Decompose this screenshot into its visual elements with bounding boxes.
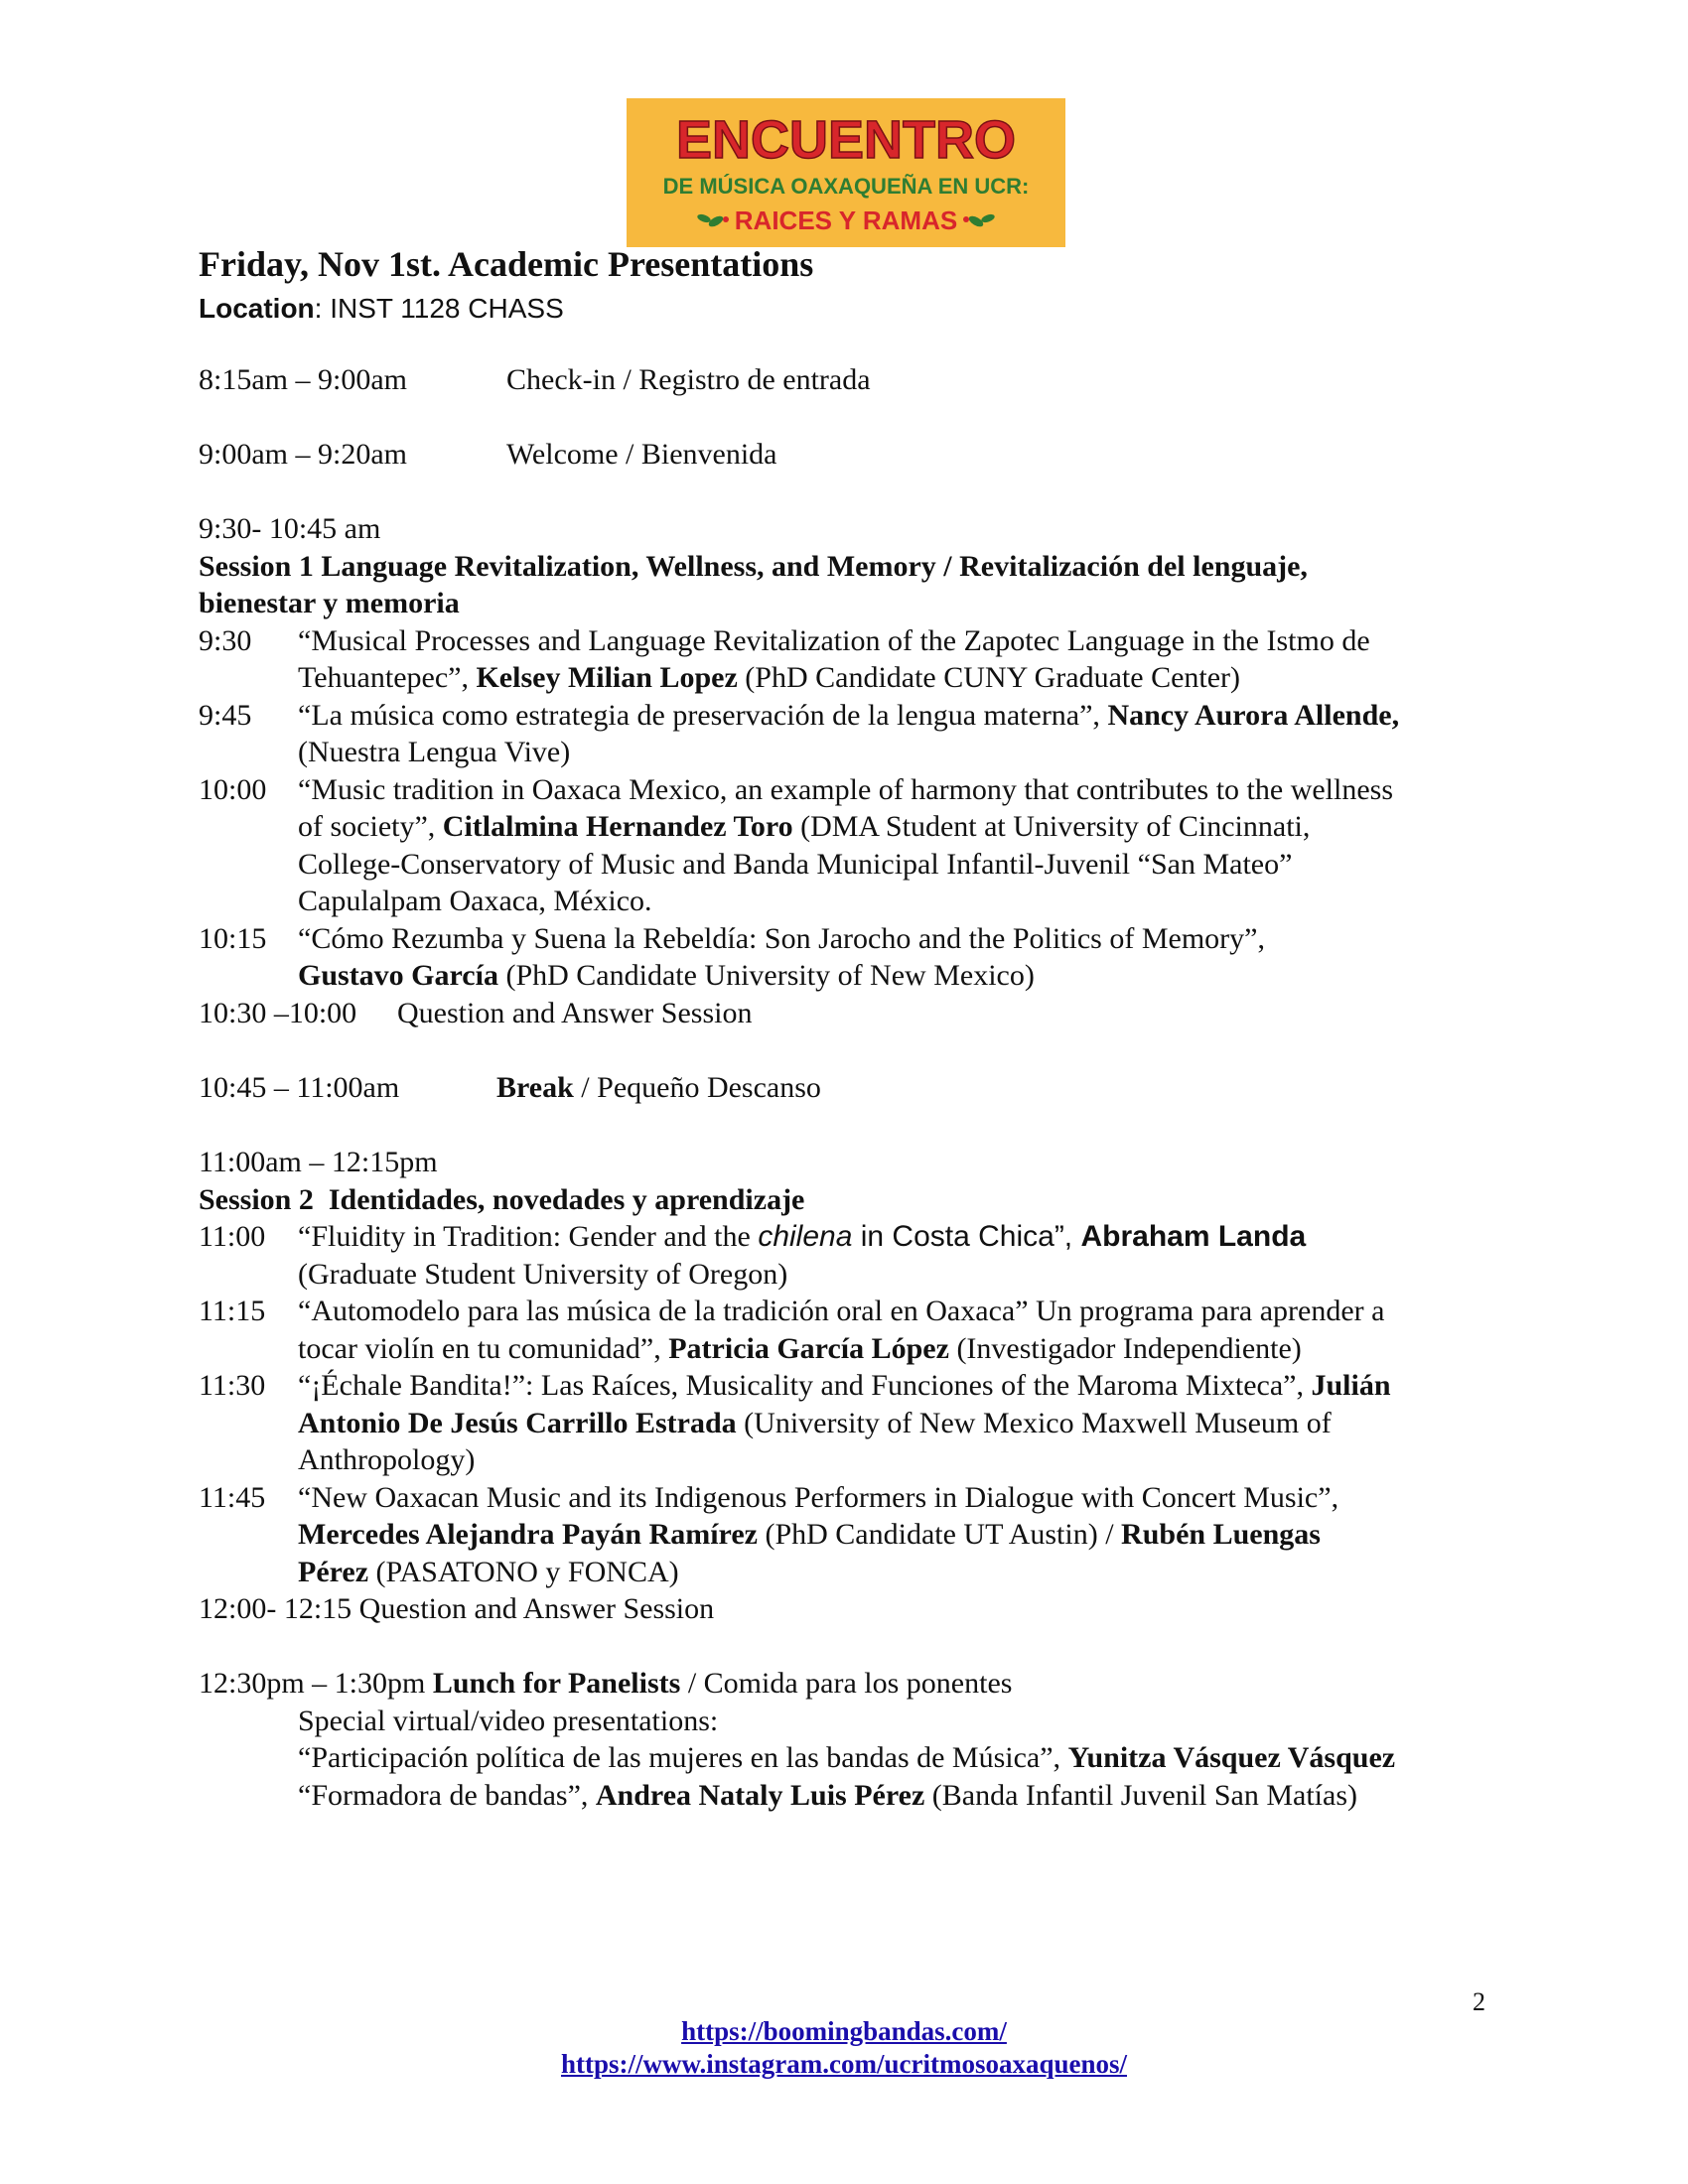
talk-speaker-2-cont: Pérez (298, 1555, 369, 1588)
special-title: “Formadora de bandas”, (298, 1778, 596, 1812)
session-time: 11:00am – 12:15pm (199, 1146, 438, 1178)
special-speaker: Andrea Nataly Luis Pérez (595, 1778, 925, 1812)
talk-affiliation: (DMA Student at University of Cincinnati, (792, 810, 1311, 843)
talk-time: 10:00 (199, 772, 267, 806)
talk-item (199, 771, 1499, 920)
schedule-desc: Check-in / Registro de entrada (506, 363, 871, 396)
session-title: Session 1 Language Revitalization, Wellness, and Memory / Revitalización del lenguaje, (199, 549, 1308, 583)
talk-affiliation: (Graduate Student University of Oregon) (298, 1257, 788, 1291)
talk-title: “Cómo Rezumba y Suena la Rebeldía: Son Jarocho and the Politics of Memory”, (298, 921, 1265, 955)
lunch-desc: / Comida para los ponentes (680, 1667, 1013, 1700)
talk-title: “Fluidity in Tradition: Gender and the (298, 1220, 759, 1253)
logo-tagline: RAICES Y RAMAS (734, 205, 958, 235)
talk-time: 11:45 (199, 1480, 266, 1514)
talk-time: 9:45 (199, 698, 252, 732)
talk-speaker-cont: Antonio De Jesús Carrillo Estrada (298, 1406, 737, 1439)
page-title: Friday, Nov 1st. Academic Presentations (199, 244, 814, 284)
talk-title: “¡Échale Bandita!”: Las Raíces, Musicality and Funciones of the Maroma Mixteca”, (298, 1369, 1312, 1402)
break-time: 10:45 – 11:00am (199, 1071, 400, 1104)
talk-item (199, 1293, 1499, 1367)
session-title: Session 2 Identidades, novedades y aprendizaje (199, 1182, 805, 1216)
break-desc: / Pequeño Descanso (573, 1071, 821, 1104)
talk-title: “Music tradition in Oaxaca Mexico, an example of harmony that contributes to the wellness (298, 772, 1394, 806)
talk-item (199, 622, 1499, 697)
talk-title: “Automodelo para las música de la tradición oral en Oaxaca” Un programa para aprender a (298, 1295, 1385, 1327)
talk-affiliation-2: (PASATONO y FONCA) (368, 1555, 679, 1588)
special-presentations-label: Special virtual/video presentations: (298, 1704, 719, 1737)
talk-affiliation: (PhD Candidate University of New Mexico) (497, 959, 1035, 992)
talk-speaker: Nancy Aurora Allende, (1107, 698, 1400, 732)
talk-title-end: of society”, (298, 810, 443, 843)
talk-time: 11:30 (199, 1369, 266, 1402)
page-number: 2 (1473, 1987, 1485, 2016)
break-label: Break (496, 1071, 574, 1104)
talk-title-end: Tehuantepec”, (298, 661, 477, 694)
session-2 (199, 1144, 1499, 1628)
talk-time: 11:15 (199, 1295, 266, 1327)
footer-links (0, 2015, 1688, 2081)
talk-affiliation: (University of New Mexico Maxwell Museum of (736, 1406, 1332, 1439)
location-value: : INST 1128 CHASS (314, 293, 564, 324)
talk-item (199, 920, 1499, 995)
logo-title: ENCUENTRO (675, 110, 1017, 170)
location-label: Location (199, 293, 315, 324)
talk-affiliation: (PhD Candidate UT Austin) / (757, 1518, 1122, 1551)
encuentro-logo (627, 98, 1065, 247)
qa-label: Question and Answer Session (397, 996, 753, 1029)
talk-speaker: Mercedes Alejandra Payán Ramírez (298, 1518, 758, 1551)
schedule-checkin (199, 361, 1499, 399)
talk-affiliation-cont: Anthropology) (298, 1443, 476, 1476)
talk-speaker: Kelsey Milian Lopez (476, 661, 738, 694)
talk-title-italic: chilena (758, 1220, 853, 1253)
schedule-time: 9:00am – 9:20am (199, 438, 407, 471)
talk-time: 10:15 (199, 921, 267, 955)
logo-subtitle: DE MÚSICA OAXAQUEÑA EN UCR: (662, 174, 1030, 199)
talk-item (199, 1479, 1499, 1591)
schedule-time: 8:15am – 9:00am (199, 363, 407, 396)
talk-affiliation-cont: Capulalpam Oaxaca, México. (298, 885, 652, 917)
lunch-block (199, 1665, 1499, 1814)
session-1 (199, 510, 1499, 1031)
talk-speaker: Citlalmina Hernandez Toro (442, 810, 793, 843)
special-title: “Participación política de las mujeres en las bandas de Música”, (298, 1741, 1068, 1774)
lunch-label: Lunch for Panelists (432, 1667, 681, 1700)
talk-affiliation-cont: College-Conservatory of Music and Banda Municipal Infantil-Juvenil “San Mateo” (298, 847, 1293, 881)
talk-affiliation: (Nuestra Lengua Vive) (298, 736, 571, 768)
special-affiliation: (Banda Infantil Juvenil San Matías) (924, 1778, 1357, 1812)
location-line (199, 290, 564, 328)
talk-item (199, 697, 1499, 771)
talk-title: “New Oaxacan Music and its Indigenous Performers in Dialogue with Concert Music”, (298, 1480, 1339, 1514)
schedule-desc: Welcome / Bienvenida (506, 438, 777, 471)
talk-title-post: in Costa Chica”, (852, 1220, 1081, 1253)
talk-speaker: Gustavo García (298, 959, 498, 992)
talk-speaker: Patricia García López (668, 1331, 949, 1365)
talk-title: “La música como estrategia de preservación de la lengua materna”, (298, 698, 1108, 732)
talk-time: 9:30 (199, 623, 252, 657)
talk-item (199, 1367, 1499, 1479)
qa-time: 10:30 –10:00 (199, 996, 357, 1029)
talk-affiliation: (PhD Candidate CUNY Graduate Center) (737, 661, 1241, 694)
talk-speaker: Julián (1311, 1369, 1391, 1402)
qa-line: 12:00- 12:15 Question and Answer Session (199, 1592, 715, 1625)
talk-speaker: Abraham Landa (1080, 1220, 1307, 1253)
talk-item (199, 1218, 1499, 1293)
session-time: 9:30- 10:45 am (199, 512, 381, 545)
break-row (199, 1069, 1499, 1107)
schedule-welcome (199, 436, 1499, 474)
logo-artwork (627, 98, 1065, 247)
instagram-link[interactable]: https://www.instagram.com/ucritmosoaxaquenos/ (560, 2049, 1127, 2079)
lunch-time: 12:30pm – 1:30pm (199, 1667, 433, 1700)
talk-title-end: tocar violín en tu comunidad”, (298, 1331, 669, 1365)
talk-title: “Musical Processes and Language Revitalization of the Zapotec Language in the Istmo de (298, 623, 1370, 657)
session-title-cont: bienestar y memoria (199, 587, 460, 619)
talk-affiliation: (Investigador Independiente) (948, 1331, 1302, 1365)
boomingbandas-link[interactable]: https://boomingbandas.com/ (681, 2016, 1007, 2046)
talk-time: 11:00 (199, 1220, 266, 1253)
special-speaker: Yunitza Vásquez Vásquez (1067, 1741, 1396, 1774)
talk-speaker-2: Rubén Luengas (1121, 1518, 1321, 1551)
